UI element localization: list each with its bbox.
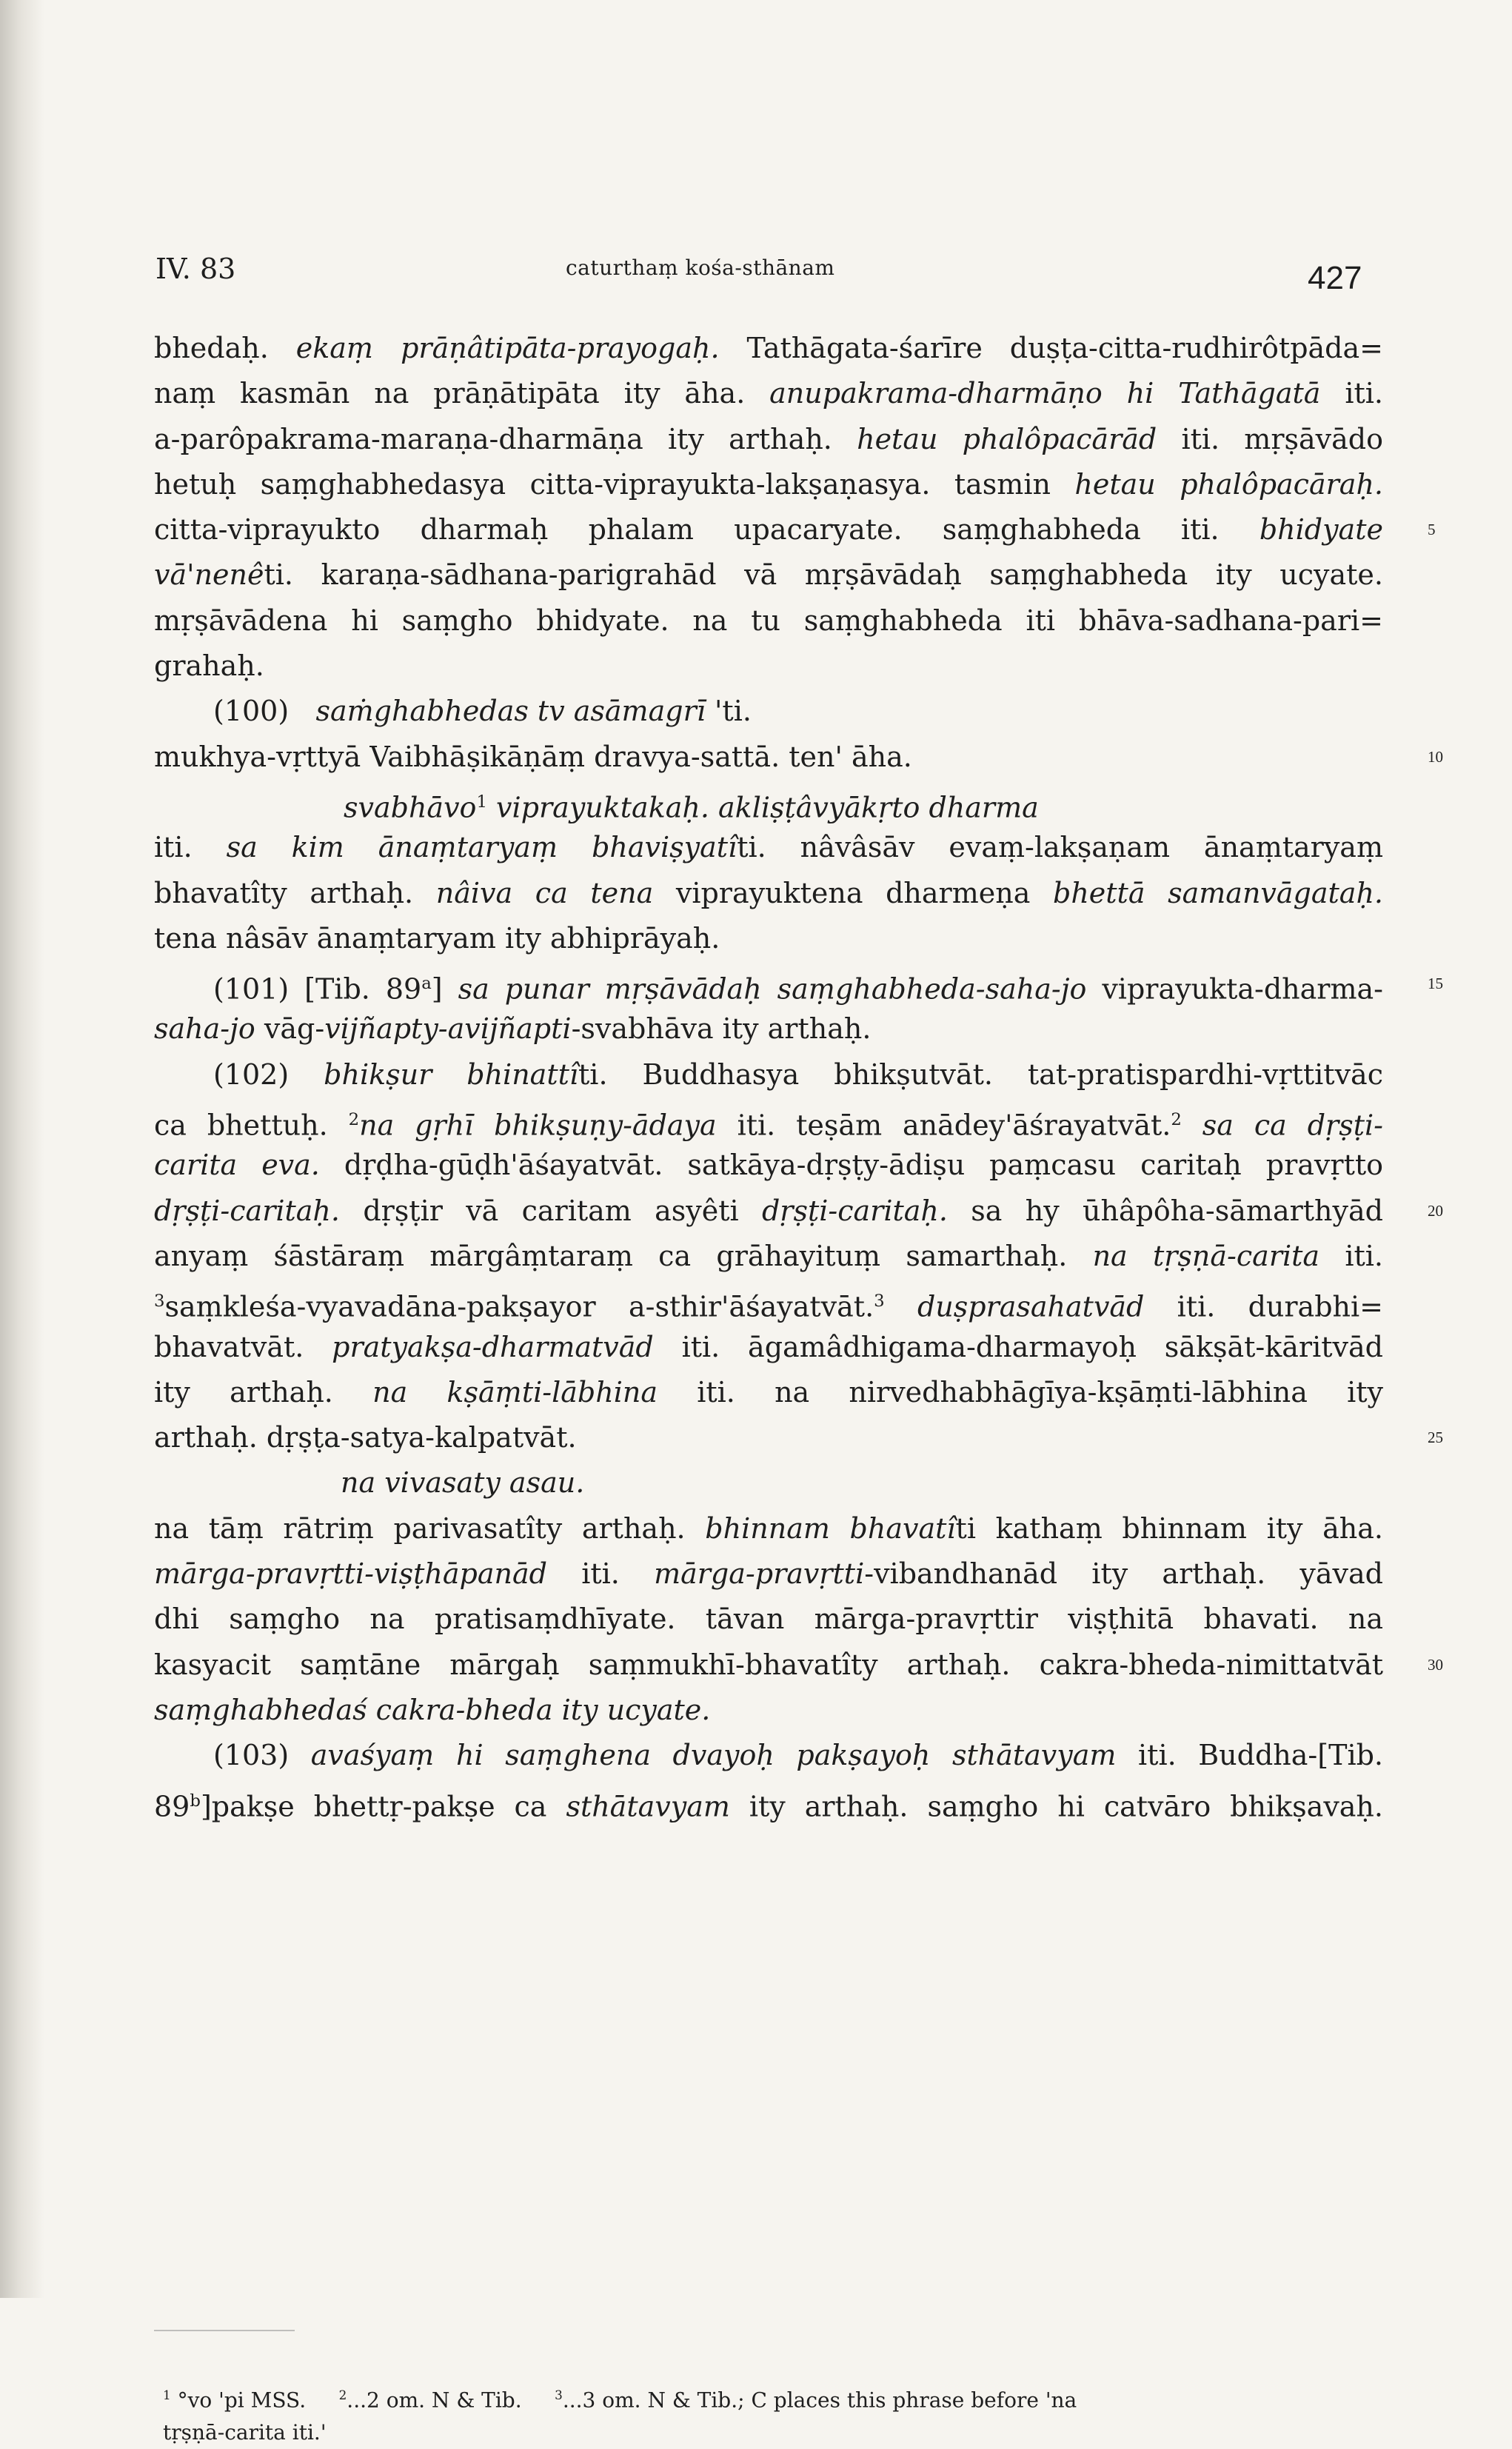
page-number: 427 xyxy=(1308,260,1362,296)
text-line: naṃ kasmān na prāṇātipāta ity āha. anupakrama-dharmāṇo hi Tathāgatā iti. xyxy=(154,377,1383,410)
line-number: 5 xyxy=(1428,521,1436,539)
text-line: dṛṣṭi-caritaḥ. dṛṣṭir vā caritam asyêti dṛṣṭi-caritaḥ. sa hy ūhâpôha-sāmarthyād 20 xyxy=(154,1189,1383,1234)
text-line: bhavatvāt. pratyakṣa-dharmatvād iti. āgamâdhigama-dharmayoḥ sākṣāt-kāritvād xyxy=(154,1330,1383,1363)
text-line: arthaḥ. dṛṣṭa-satya-kalpatvāt. 25 xyxy=(154,1415,1383,1460)
verse-line: svabhāvo$^1$ viprayuktakaḥ. akliṣṭâvyākṛto dharma xyxy=(344,791,1039,824)
text-line: hetuḥ saṃghabhedasya citta-viprayukta-lakṣaṇasya. tasmin hetau phalôpacāraḥ. xyxy=(154,467,1383,501)
text-line: dhi saṃgho na pratisaṃdhīyate. tāvan mārga-pravṛttir viṣṭhitā bhavati. na xyxy=(154,1603,1383,1636)
text-line: anyaṃ śāstāraṃ mārgâṃtaraṃ ca grāhayituṃ samarthaḥ. na tṛṣṇā-carita iti. xyxy=(154,1239,1383,1272)
footnotes xyxy=(163,2379,1348,2449)
text-line: mṛṣāvādena hi saṃgho bhidyate. na tu saṃghabheda iti bhāva-sadhana-pari= xyxy=(154,604,1383,637)
text-line: iti. sa kim ānaṃtaryaṃ bhaviṣyatîti. nâvâsāv evaṃ-lakṣaṇam ānaṃtaryaṃ xyxy=(154,831,1383,864)
text-line: bhavatîty arthaḥ. nâiva ca tena viprayuktena dharmeṇa bhettā samanvāgataḥ. xyxy=(154,876,1383,909)
text-line: ity arthaḥ. na kṣāṃti-lābhina iti. na nirvedhabhāgīya-kṣāṃti-lābhina ity xyxy=(154,1375,1383,1409)
text-line: carita eva. dṛḍha-gūḍh'āśayatvāt. satkāya-dṛṣṭy-ādiṣu paṃcasu caritaḥ pravṛtto xyxy=(154,1149,1383,1182)
text-line: tena nâsāv ānaṃtaryam ity abhiprāyaḥ. xyxy=(154,921,720,955)
text-line: 89$^b$]pakṣe bhettṛ-pakṣe ca sthātavyam ity arthaḥ. saṃgho hi catvāro bhikṣavaḥ. xyxy=(154,1790,1383,1823)
text-line: grahaḥ. xyxy=(154,649,264,683)
text-line: saṃghabhedaś cakra-bheda ity ucyate. xyxy=(154,1693,711,1726)
text-line: ca bhettuḥ. $^2$na gṛhī bhikṣuṇy-ādaya iti. teṣām anādey'āśrayatvāt.$^2$ sa ca dṛṣṭi- xyxy=(154,1109,1383,1142)
text-line: mukhya-vṛttyā Vaibhāṣikāṇāṃ dravya-sattā. ten' āha. 10 xyxy=(154,735,1383,780)
text-line: (101) [Tib. 89$^a$] sa punar mṛṣāvādaḥ saṃghabheda-saha-jo viprayukta-dharma- 15 xyxy=(154,961,1383,1006)
section-number: IV. 83 xyxy=(155,253,236,285)
verse-line: na vivasaty asau. xyxy=(341,1466,585,1500)
text-line: kasyacit saṃtāne mārgaḥ saṃmukhī-bhavatîty arthaḥ. cakra-bheda-nimittatvāt 30 xyxy=(154,1643,1383,1688)
line-number: 25 xyxy=(1428,1429,1443,1447)
text-line: (103) avaśyaṃ hi saṃghena dvayoḥ pakṣayoḥ sthātavyam iti. Buddha-[Tib. xyxy=(213,1739,1383,1772)
text-line: (102) bhikṣur bhinattîti. Buddhasya bhikṣutvāt. tat-pratispardhi-vṛttitvāc xyxy=(213,1058,1383,1091)
scan-shadow xyxy=(0,0,44,2298)
text-line: bhedaḥ. ekaṃ prāṇâtipāta-prayogaḥ. Tathāgata-śarīre duṣṭa-citta-rudhirôtpāda= xyxy=(154,332,1383,364)
line-number: 15 xyxy=(1428,975,1443,993)
text-line: citta-viprayukto dharmaḥ phalam upacaryate. saṃghabheda iti. bhidyate 5 xyxy=(154,507,1383,552)
running-title: caturthaṃ kośa-sthānam xyxy=(566,255,835,280)
line-number: 10 xyxy=(1428,747,1443,766)
text-line: mārga-pravṛtti-viṣṭhāpanād iti. mārga-pravṛtti-vibandhanād ity arthaḥ. yāvad xyxy=(154,1557,1383,1591)
footnote-rule xyxy=(154,2329,302,2332)
page-header xyxy=(0,248,1512,307)
line-number: 20 xyxy=(1428,1201,1443,1220)
text-line: a-parôpakrama-maraṇa-dharmāṇa ity arthaḥ. hetau phalôpacārād iti. mṛṣāvādo xyxy=(154,422,1383,455)
verse-line: (100) saṁghabhedas tv asāmagrī 'ti. xyxy=(213,695,752,728)
footnote-line: $^1$ °vo 'pi MSS. $^2$...2 om. N & Tib. $^3$...3 om. N & Tib.; C places this phrase before 'na xyxy=(163,2388,1077,2413)
text-line: saha-jo vāg-vijñapty-avijñapti-svabhāva ity arthaḥ. xyxy=(154,1012,872,1046)
main-text xyxy=(154,326,1443,1824)
text-line: vā'nenêti. karaṇa-sādhana-parigrahād vā mṛṣāvādaḥ saṃghabheda ity ucyate. xyxy=(154,558,1383,592)
text-line: na tāṃ rātriṃ parivasatîty arthaḥ. bhinnam bhavatîti kathaṃ bhinnam ity āha. xyxy=(154,1511,1384,1545)
footnote-ref: 1 xyxy=(476,792,487,812)
line-number: 30 xyxy=(1428,1655,1443,1674)
text-line: $^3$saṃkleśa-vyavadāna-pakṣayor a-sthir'āśayatvāt.$^3$ duṣprasahatvād iti. durabhi= xyxy=(154,1290,1383,1323)
footnote-line: tṛṣṇā-carita iti.' xyxy=(163,2420,327,2445)
